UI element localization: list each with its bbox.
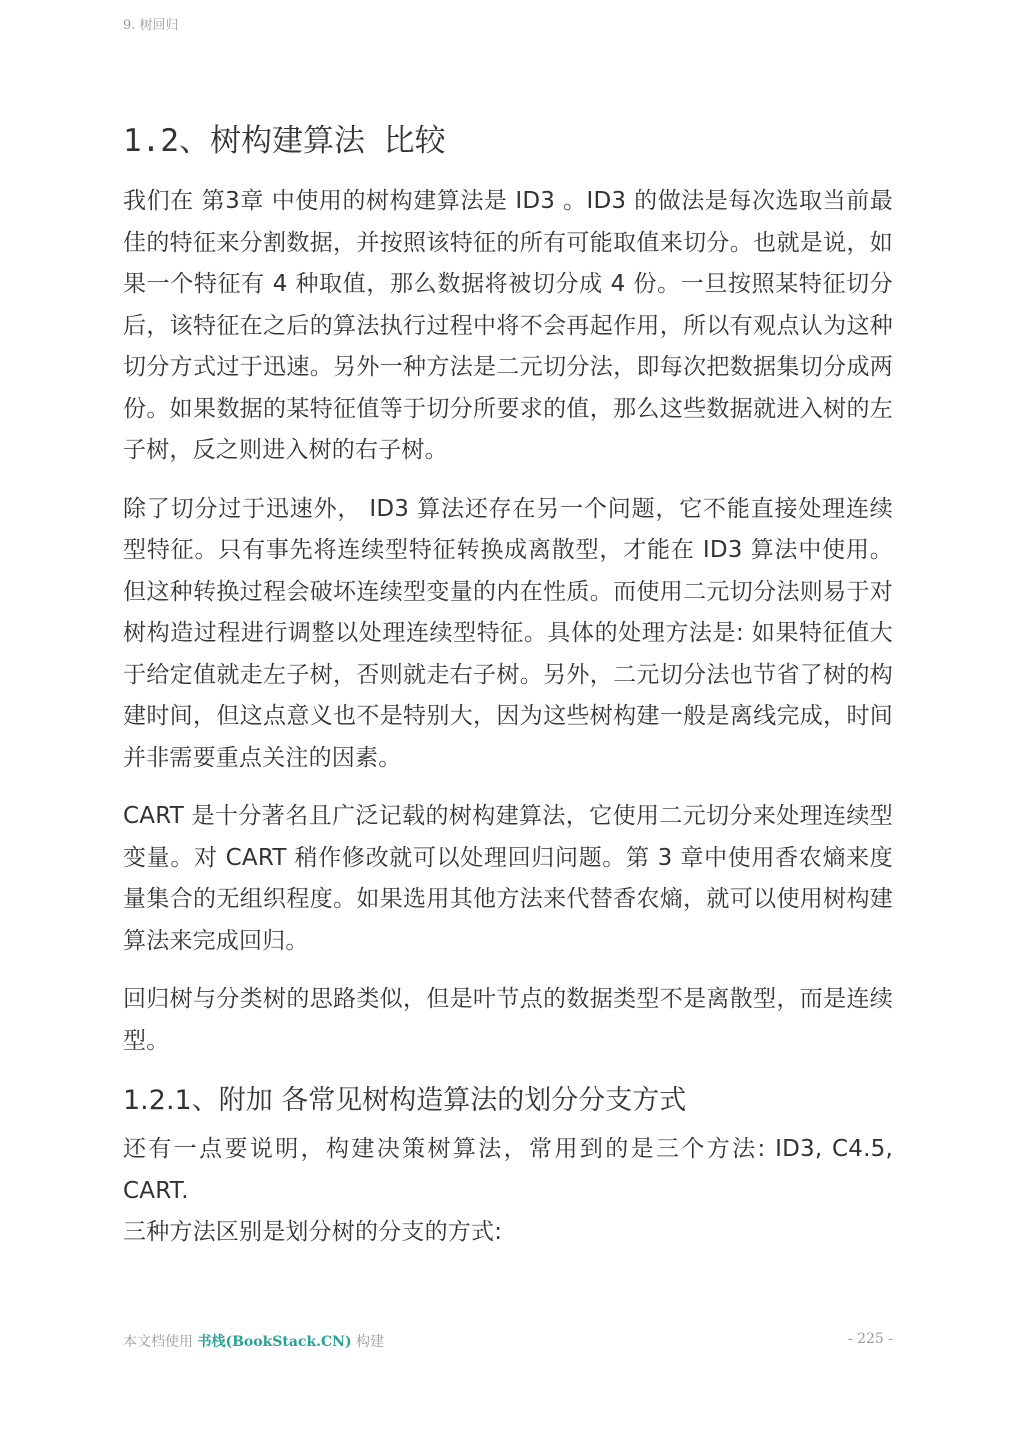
section-title: 1.2、树构建算法 比较: [123, 123, 446, 159]
bookstack-link[interactable]: 书栈(BookStack.CN): [197, 1334, 352, 1350]
paragraph-id3-intro: 我们在 第3章 中使用的树构建算法是 ID3 。ID3 的做法是每次选取当前最佳的特征来分割数据，并按照该特征的所有可能取值来切分。也就是说，如果一个特征有 4 种取值，那么数据将被切分成 4 份。一旦按照某特征切分后，该特征在之后的算法执行过程中将不会再起作用，所以有观点认为这种切分方式过于迅速。另外一种方法是二元切分法，即每次把数据集切分成两份。如果数据的某特征值等于切分所要求的值，那么这些数据就进入树的左子树，反之则进入树的右子树。: [123, 188, 893, 463]
paragraph-branch-difference: 三种方法区别是划分树的分支的方式:: [123, 1219, 503, 1245]
document-body: [123, 116, 893, 1254]
paragraph-cart: CART 是十分著名且广泛记载的树构建算法，它使用二元切分来处理连续型变量。对 CART 稍作修改就可以处理回归问题。第 3 章中使用香农熵来度量集合的无组织程度。如果选用其他方法来代替香农熵，就可以使用树构建算法来完成回归。: [123, 803, 893, 954]
paragraph-three-methods: 还有一点要说明，构建决策树算法，常用到的是三个方法: ID3, C4.5, CART.: [123, 1136, 893, 1204]
running-header: 9. 树回归: [123, 18, 179, 33]
paragraph-regression-tree: 回归树与分类树的思路类似，但是叶节点的数据类型不是离散型，而是连续型。: [123, 986, 893, 1054]
footer-credit: [123, 1331, 384, 1351]
subsection-title: 1.2.1、附加 各常见树构造算法的划分分支方式: [123, 1085, 687, 1116]
page-number: - 225 -: [847, 1331, 893, 1347]
paragraph-id3-problem: 除了切分过于迅速外， ID3 算法还存在另一个问题，它不能直接处理连续型特征。只有事先将连续型特征转换成离散型，才能在 ID3 算法中使用。但这种转换过程会破坏连续型变量的内在性质。而使用二元切分法则易于对树构造过程进行调整以处理连续型特征。具体的处理方法是: 如果特征值大于给定值就走左子树，否则就走右子树。另外，二元切分法也节省了树的构建时间，但这点意义也不是特别大，因为这些树构建一般是离线完成，时间并非需要重点关注的因素。: [123, 495, 893, 771]
footer-prefix: 本文档使用: [123, 1334, 198, 1350]
footer-suffix: 构建: [351, 1334, 385, 1350]
